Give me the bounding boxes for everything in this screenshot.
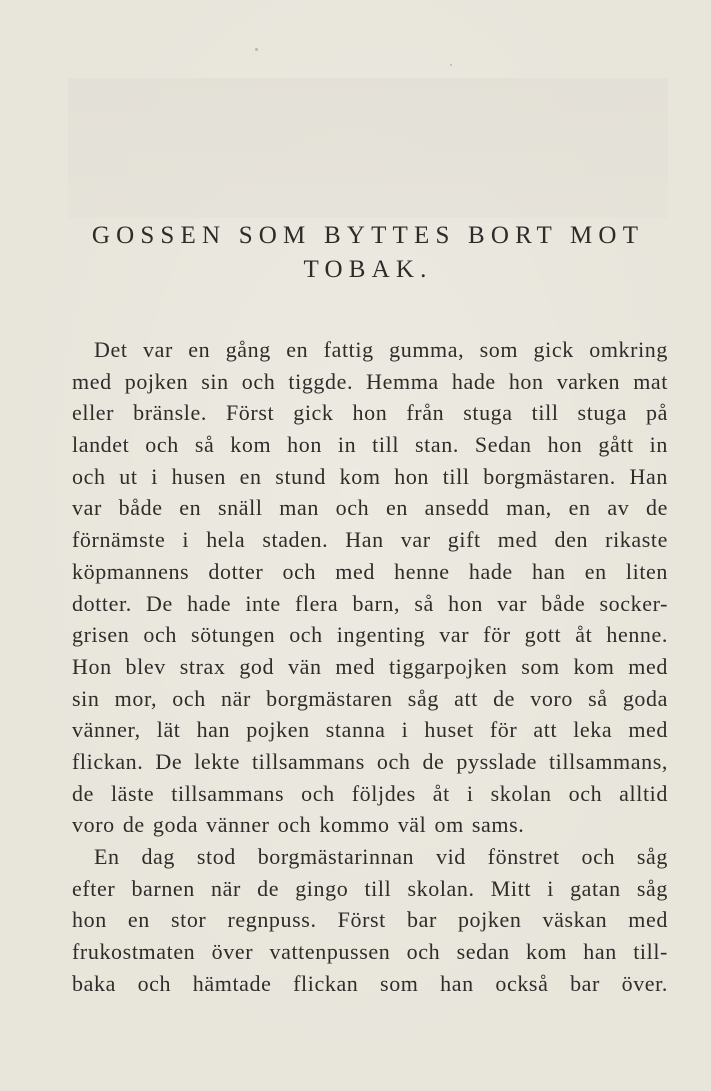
text-line: flickan. De lekte tillsammans och de pysslade tillsammans, bbox=[72, 748, 668, 774]
text-line: voro de goda vänner och kommo väl om sams. bbox=[72, 812, 525, 838]
text-line: var både en snäll man och en ansedd man, en av de bbox=[72, 495, 668, 521]
page-shading bbox=[68, 78, 668, 218]
text-line: de läste tillsammans och följdes åt i skolan och alltid bbox=[72, 780, 668, 806]
paper-speck bbox=[255, 48, 258, 51]
text-line: landet och så kom hon in till stan. Sedan hon gått in bbox=[72, 432, 668, 458]
text-line: eller bränsle. Först gick hon från stuga till stuga på bbox=[72, 400, 668, 426]
text-line: hon en stor regnpuss. Först bar pojken väskan med bbox=[72, 907, 668, 933]
paragraph-1 bbox=[72, 334, 668, 841]
text-line: efter barnen när de gingo till skolan. Mitt i gatan såg bbox=[72, 875, 668, 901]
text-line: sin mor, och när borgmästaren såg att de voro så goda bbox=[72, 685, 668, 711]
text-line: grisen och sötungen och ingenting var för gott åt henne. bbox=[72, 622, 668, 648]
chapter-title-line-2: TOBAK. bbox=[303, 256, 433, 283]
story-text bbox=[72, 334, 668, 999]
text-line: med pojken sin och tiggde. Hemma hade hon varken mat bbox=[72, 368, 668, 394]
text-line: Hon blev strax god vän med tiggarpojken som kom med bbox=[72, 653, 668, 679]
text-line: dotter. De hade inte flera barn, så hon var både socker- bbox=[72, 590, 668, 616]
text-line: En dag stod borgmästarinnan vid fönstret och såg bbox=[94, 844, 668, 869]
text-line: vänner, lät han pojken stanna i huset för att leka med bbox=[72, 717, 668, 743]
text-line: och ut i husen en stund kom hon till borgmästaren. Han bbox=[72, 463, 668, 489]
paper-speck bbox=[450, 64, 452, 66]
chapter-title-line-1: GOSSEN SOM BYTTES BORT MOT bbox=[91, 222, 645, 249]
text-line: frukostmaten över vattenpussen och sedan kom han till- bbox=[72, 939, 668, 965]
text-line: baka och hämtade flickan som han också bar över. bbox=[72, 970, 668, 996]
paragraph-2 bbox=[72, 841, 668, 999]
text-line: förnämste i hela staden. Han var gift med den rikaste bbox=[72, 527, 668, 553]
text-line: köpmannens dotter och med henne hade han en liten bbox=[72, 558, 668, 584]
text-line: Det var en gång en fattig gumma, som gick omkring bbox=[94, 337, 668, 362]
